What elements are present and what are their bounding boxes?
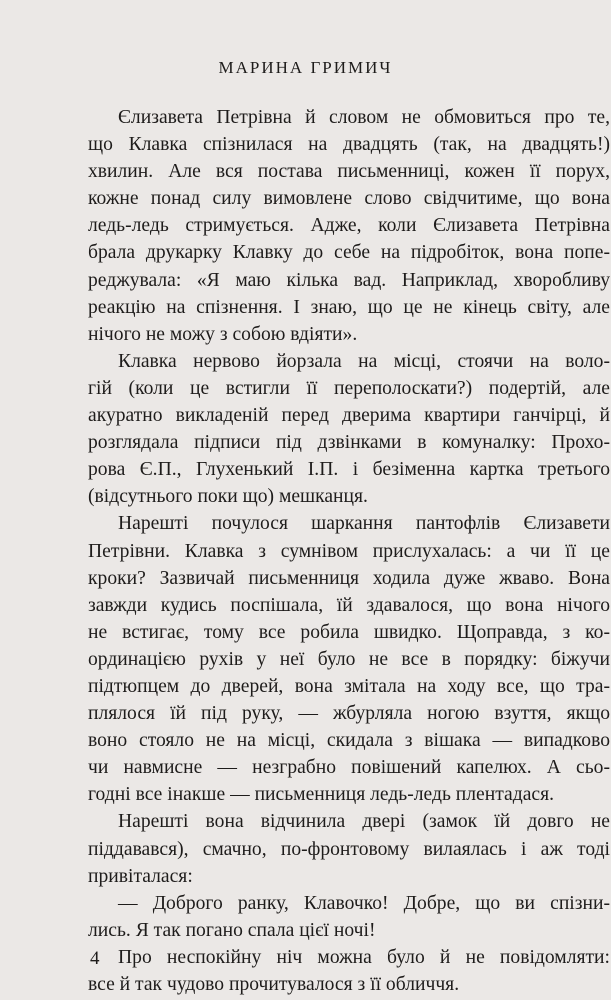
text-line: плялося їй під руку, — жбурляла ногою взуття, якщо [88,703,610,725]
text-line: розглядала підписи під дзвінками в комуналку: Прохо- [88,432,610,454]
page-number: 4 [90,948,100,969]
text-line: не встигає, тому все робила швидко. Щоправда, з ко- [88,621,610,643]
text-line: Нарешті почулося шаркання пантофлів Єлизавети [118,513,610,535]
text-line: Клавка нервово йорзала на місці, стоячи на воло- [118,350,610,372]
text-line: Нарешті вона відчинила двері (замок їй довго не [118,811,610,833]
text-line: Петрівни. Клавка з сумнівом прислухалась: а чи її це [88,540,610,562]
text-line: реакцію на спізнення. І знаю, що це не кінець світу, але [88,296,610,318]
text-line: — Доброго ранку, Клавочко! Добре, що ви спізни- [118,892,610,914]
text-line: рова Є.П., Глухенький І.П. і безіменна картка третього [88,459,610,481]
text-line: Єлизавета Петрівна й словом не обмовиться про те, [118,107,610,128]
paragraph [88,104,610,348]
paragraph [88,808,610,889]
paragraph [88,944,610,998]
text-line: годні все інакше — письменниця ледь-ледь плентадася. [88,784,555,806]
paragraph [88,510,610,808]
text-line: воно стояло не на місці, скидала з вішака — випадково [88,730,610,752]
text-line: реджувала: «Я маю кілька вад. Наприклад, хворобливу [88,269,610,291]
text-line: що Клавка спізнилася на двадцять (так, на двадцять!) [88,134,610,156]
text-line: нічого не можу з собою вдіяти». [88,323,358,345]
text-line: ординацією рухів у неї було не все в порядку: біжучи [88,648,610,670]
text-line: кожне понад силу вимовлене слово свідчитиме, що вона [88,188,610,210]
paragraph [88,348,610,511]
text-line: чи навмисне — незграбно повішений капелюх. А сьо- [88,757,610,779]
body-text [88,104,610,998]
text-line: піддавався), смачно, по-фронтовому вилаялась і аж тоді [88,838,610,860]
text-line: (відсутнього поки що) мешканця. [88,486,368,508]
text-line: Про неспокійну ніч можна було й не повідомляти: [118,946,610,968]
text-line: лись. Я так погано спала цієї ночі! [88,919,376,941]
running-header: МАРИНА ГРИМИЧ [218,58,393,77]
text-line: акуратно викладеній перед дверима квартири ганчірці, й [88,405,610,427]
text-line: кроки? Зазвичай письменниця ходила дуже жваво. Вона [88,567,610,589]
text-line: все й так чудово прочитувалося з її обличчя. [88,974,460,995]
text-line: ледь-ледь стримується. Адже, коли Єлизавета Петрівна [88,215,610,237]
text-line: підтюпцем до дверей, вона змітала на ходу все, що тра- [88,675,610,697]
paragraph [88,890,610,944]
text-line: завжди кудись поспішала, їй здавалося, що вона нічого [88,594,610,616]
text-line: хвилин. Але вся постава письменниці, кожен її порух, [88,161,610,183]
text-line: гій (коли це встигли її переполоскати?) подертій, але [88,377,610,399]
text-line: привіталася: [88,865,193,887]
text-line: брала друкарку Клавку до себе на підробіток, вона попе- [88,242,610,264]
